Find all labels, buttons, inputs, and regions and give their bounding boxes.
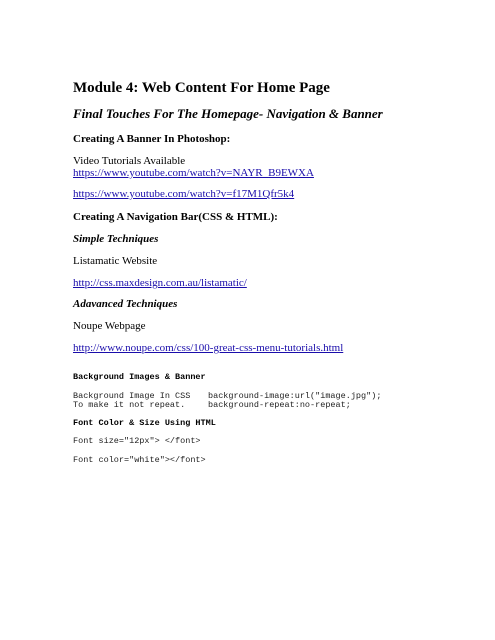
video-tutorials-label: Video Tutorials Available [73,155,186,167]
advanced-techniques-heading: Adavanced Techniques [73,298,178,310]
page-title: Module 4: Web Content For Home Page [73,80,330,96]
navigation-heading: Creating A Navigation Bar(CSS & HTML): [73,211,278,223]
noupe-label: Noupe Webpage [73,320,146,332]
youtube-link-2[interactable]: https://www.youtube.com/watch?v=f17M1Qfr5k4 [73,188,295,200]
page-subtitle: Final Touches For The Homepage- Navigation & Banner [73,106,383,121]
font-color-code: Font color="white"></font> [73,455,206,465]
code-row-2-value: background-repeat:no-repeat; [208,400,351,410]
listamatic-label: Listamatic Website [73,255,158,267]
simple-techniques-heading: Simple Techniques [73,233,159,245]
listamatic-link[interactable]: http://css.maxdesign.com.au/listamatic/ [73,277,247,289]
banner-heading: Creating A Banner In Photoshop: [73,133,231,145]
code-row-1-label: Background Image In CSS [73,391,191,401]
youtube-link-1[interactable]: https://www.youtube.com/watch?v=NAYR_B9EWXA [73,167,314,179]
background-code-heading: Background Images & Banner [73,372,206,382]
code-row-2-label: To make it not repeat. [73,400,186,410]
code-row-1-value: background-image:url("image.jpg"); [208,391,382,401]
noupe-link[interactable]: http://www.noupe.com/css/100-great-css-menu-tutorials.html [73,342,344,354]
font-code-heading: Font Color & Size Using HTML [73,418,216,428]
font-size-code: Font size="12px"> </font> [73,436,201,446]
